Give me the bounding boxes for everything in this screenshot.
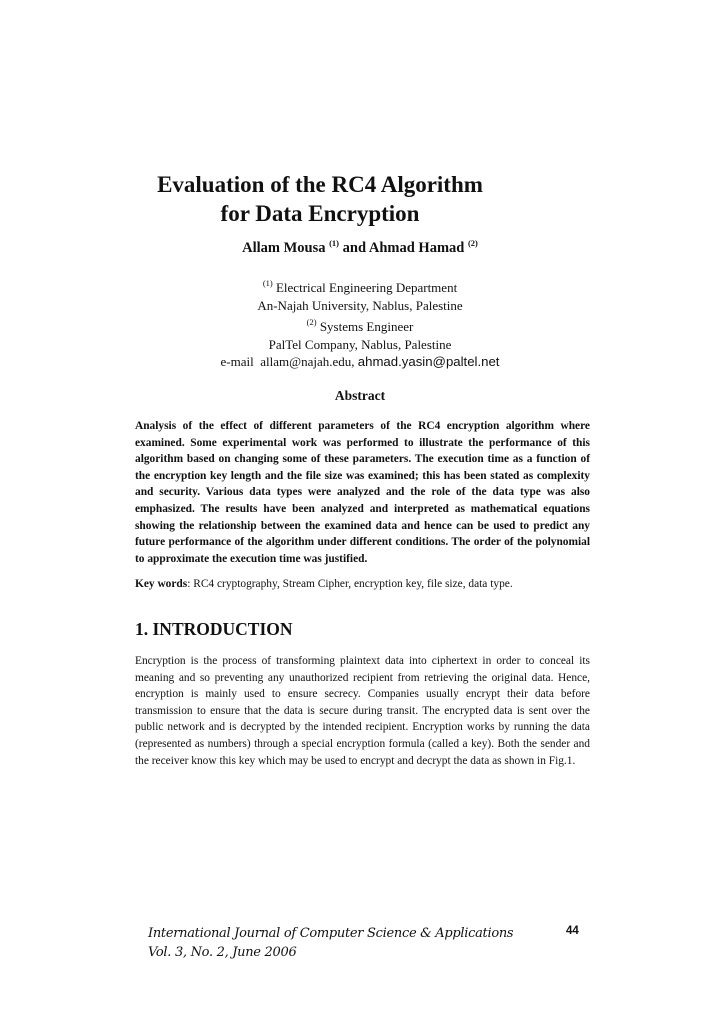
author-1: Allam Mousa: [242, 240, 326, 256]
page-number: 44: [566, 925, 579, 937]
affiliation-2-institution: PalTel Company, Nablus, Palestine: [268, 336, 452, 352]
author-2: Ahmad Hamad: [368, 240, 465, 256]
title-line-1: Evaluation of the RC4 Algorithm: [157, 172, 483, 197]
author-list: [200, 238, 520, 257]
author-2-marker: (2): [467, 238, 478, 248]
abstract-heading: Abstract: [334, 388, 386, 403]
email-label: e-mail: [220, 354, 254, 370]
author-1-marker: (1): [329, 238, 340, 248]
journal-volume: Vol. 3, No. 2, June 2006: [148, 945, 297, 960]
paper-title: [110, 170, 530, 228]
affiliation-1-department: Electrical Engineering Department: [275, 280, 458, 295]
author-connector: and: [342, 240, 367, 256]
affiliation-2-role: Systems Engineer: [319, 319, 414, 335]
journal-footer: [148, 924, 513, 962]
journal-name: International Journal of Computer Science & Applications: [148, 926, 514, 941]
affiliation-1-marker: (1): [262, 278, 273, 288]
abstract-body: Analysis of the effect of different parameters of the RC4 encryption algorithm where examined. Some experimental work was performed to illustrate the performance of this algorithm based on changing some of these parameters. The execution time as a function of the encryption key length and the file size was examined; this has been stated as complexity and security. Various data types were analyzed and the role of the data type was also emphasized. The results have been analyzed and interpreted as mathematical equations showing the relationship between the examined data and hence can be used to predict any future performance of the algorithm under different conditions. The order of the polynomial to approximate the execution time was justified.: [135, 420, 590, 565]
section-heading-introduction: 1. INTRODUCTION: [135, 619, 293, 639]
keywords: [135, 576, 605, 592]
keywords-text: : RC4 cryptography, Stream Cipher, encryption key, file size, data type.: [187, 578, 513, 590]
keywords-label: Key words: [135, 578, 188, 590]
email-2[interactable]: ahmad.yasin@paltel.net: [357, 354, 500, 370]
affiliation-2-marker: (2): [306, 317, 317, 328]
affiliations: [150, 275, 570, 371]
introduction-body: Encryption is the process of transforming plaintext data into ciphertext in order to conceal its meaning and so preventing any unauthorized recipient from retrieving the original data. Hence, encryption is mainly used to ensure secrecy. Companies usually encrypt their data before transmission to ensure that the data is secure during transit. The encrypted data is sent over the public network and is decrypted by the intended recipient. Encryption works by running the data (represented as numbers) through a special encryption formula (called a key). Both the sender and the receiver know this key which may be used to encrypt and decrypt the data as shown in Fig.1.: [135, 655, 590, 767]
affiliation-1-institution: An-Najah University, Nablus, Palestine: [257, 297, 463, 313]
email-1[interactable]: allam@najah.edu,: [260, 354, 355, 370]
title-line-2: for Data Encryption: [220, 201, 420, 226]
email-line: [150, 353, 570, 371]
